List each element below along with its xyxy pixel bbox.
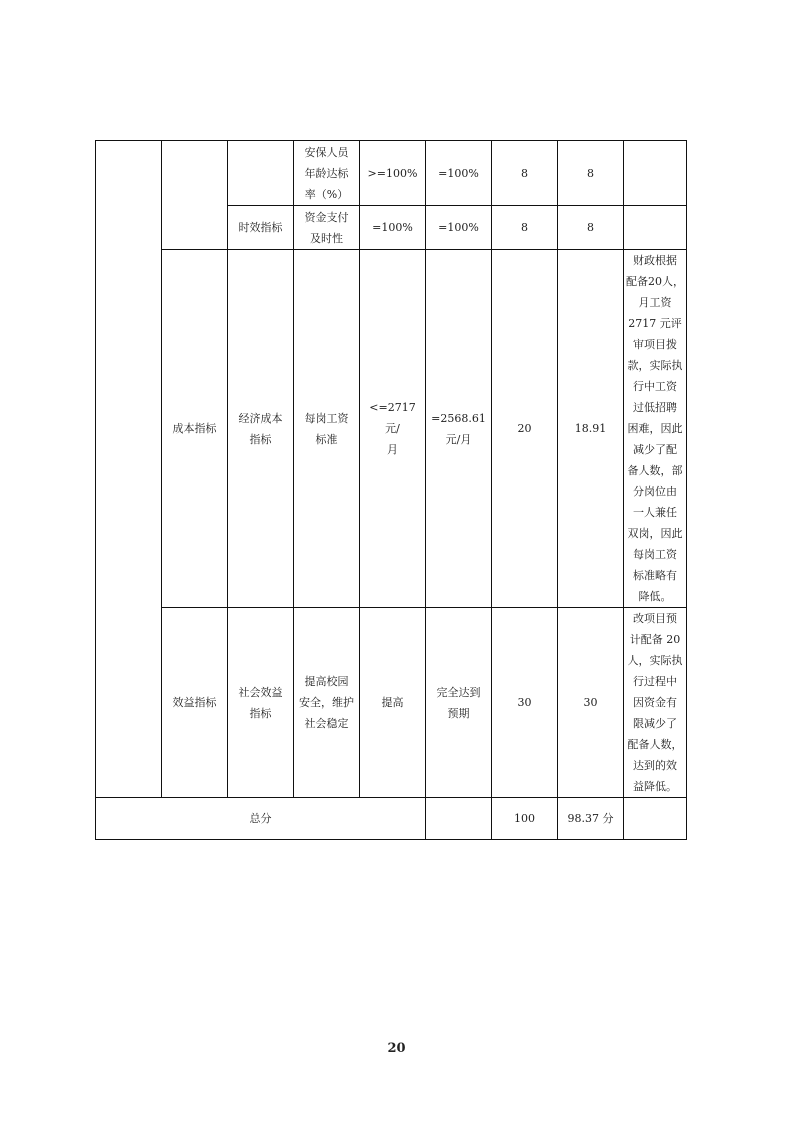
weight-cell: 8 [492,141,558,206]
weight-cell: 30 [492,608,558,798]
table-row-safety-age [96,141,687,206]
note-cell: 财政根据 配备20人， 月工资 2717 元评 审项目拨 款，实际执 行中工资 过低招聘 困难，因此 减少了配 备人数，部 分岗位由 一人兼任 双岗，因此 每岗工资 标准略有 降低。 [624,250,687,608]
score-cell: 30 [558,608,624,798]
weight-cell: 8 [492,206,558,250]
indicator-cell: 资金支付 及时性 [294,206,360,250]
score-cell: 98.37 分 [558,798,624,840]
second-level-indicator-cell: 成本指标 [162,250,228,608]
target-value-cell: =100% [360,206,426,250]
performance-evaluation-table [95,140,687,840]
actual-value-cell: =100% [426,141,492,206]
target-value-cell: <=2717 元/ 月 [360,250,426,608]
total-label-cell: 总分 [96,798,426,840]
actual-value-cell: 完全达到 预期 [426,608,492,798]
actual-value-cell: =100% [426,206,492,250]
note-cell [624,798,687,840]
third-level-indicator-cell: 社会效益 指标 [228,608,294,798]
target-value-cell: >=100% [360,141,426,206]
score-cell: 8 [558,141,624,206]
table-row-total [96,798,687,840]
first-level-indicator-cell [96,141,162,798]
score-cell: 8 [558,206,624,250]
weight-cell: 20 [492,250,558,608]
target-value-cell: 提高 [360,608,426,798]
note-cell: 改项目预 计配备 20 人，实际执 行过程中 因资金有 限减少了 配备人数， 达到的效 益降低。 [624,608,687,798]
note-cell [624,141,687,206]
actual-value-cell: =2568.61 元/月 [426,250,492,608]
third-level-indicator-cell: 时效指标 [228,206,294,250]
third-level-indicator-cell [228,141,294,206]
indicator-cell: 提高校园 安全，维护 社会稳定 [294,608,360,798]
page-number: 20 [387,1041,406,1056]
actual-value-cell [426,798,492,840]
second-level-indicator-cell: 效益指标 [162,608,228,798]
indicator-cell: 每岗工资 标准 [294,250,360,608]
second-level-indicator-cell [162,141,228,250]
weight-cell: 100 [492,798,558,840]
indicator-cell: 安保人员 年龄达标 率（%） [294,141,360,206]
note-cell [624,206,687,250]
table-row-cost [96,250,687,608]
third-level-indicator-cell: 经济成本 指标 [228,250,294,608]
table-row-benefit [96,608,687,798]
score-cell: 18.91 [558,250,624,608]
